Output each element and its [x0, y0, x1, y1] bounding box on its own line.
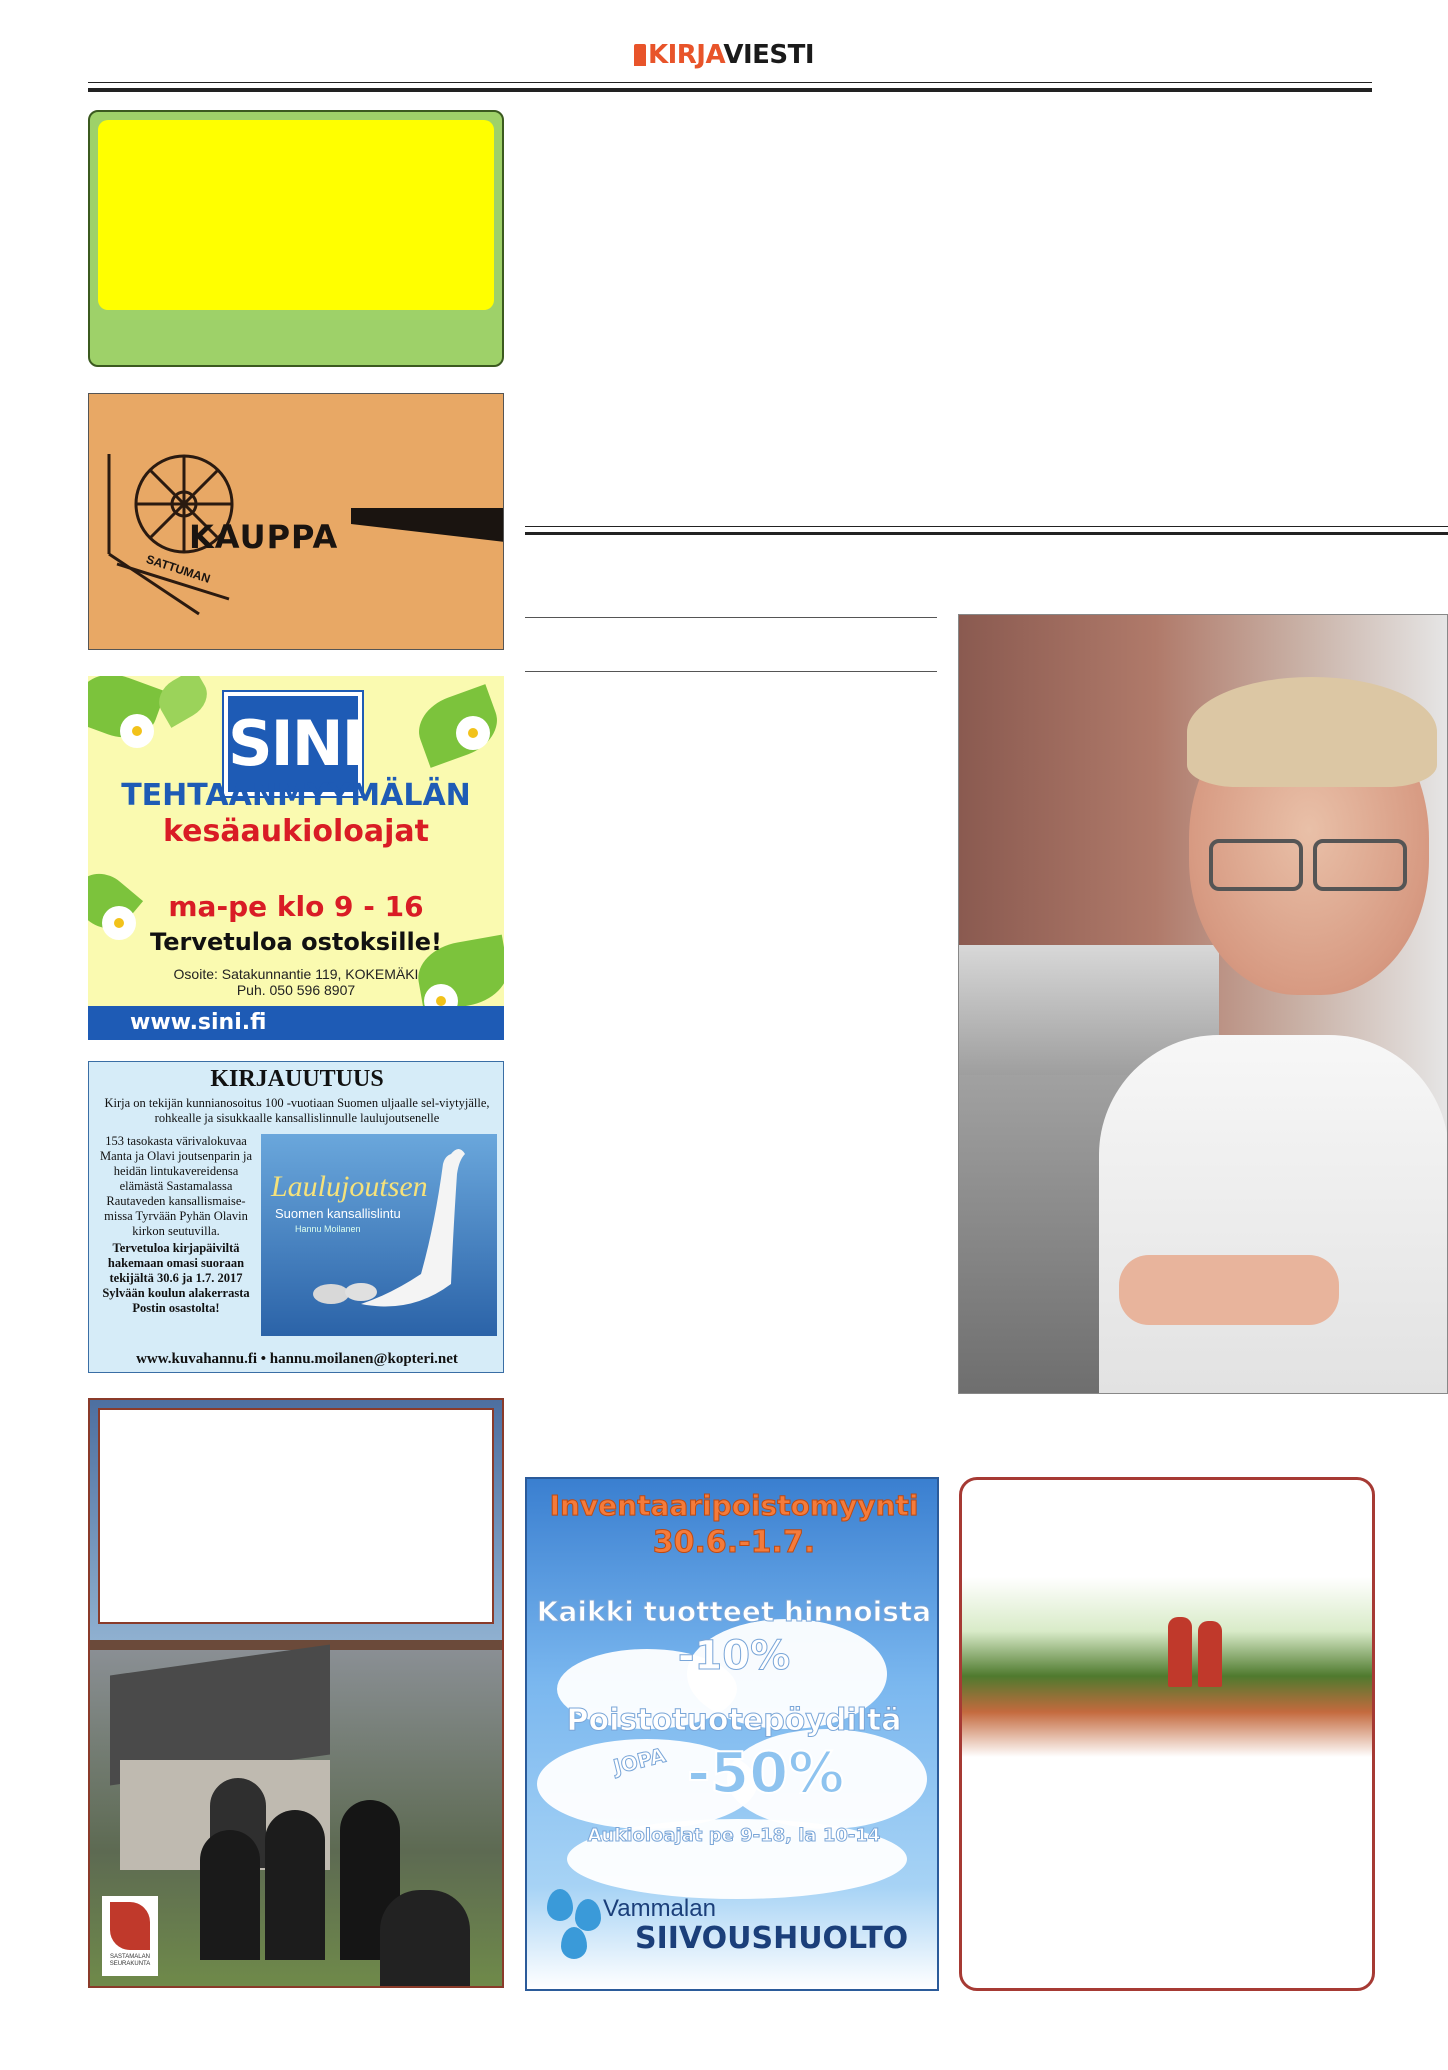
kauppa-name: KAUPPA [189, 518, 339, 556]
water-drops-icon [547, 1889, 609, 1965]
yellow-ad-panel [98, 120, 494, 310]
sini-contact [88, 966, 504, 998]
sini-ad [88, 676, 504, 1040]
brand-part-1: KIRJA [647, 40, 724, 70]
kirja-text-column [93, 1134, 259, 1316]
inv-hours: Aukioloajat pe 9-18, la 10-14 [587, 1825, 881, 1846]
book-icon [634, 44, 646, 66]
man-hair [1187, 677, 1437, 787]
article-rule-2 [525, 671, 937, 672]
kirja-subtitle: Kirja on tekijän kunnianosoitus 100 -vuotiaan Suomen uljaalle sel-viytyjälle, rohkealle ja sisukkaalle kansallislinnulle laulujoutsenelle [104, 1096, 490, 1125]
parish-logo [102, 1896, 158, 1976]
parish-emblem-icon [110, 1902, 150, 1950]
glasses-icon [1313, 839, 1407, 891]
kirjauutuus-ad [88, 1061, 504, 1373]
inv-line-1: Kaikki tuotteet hinnoista [536, 1595, 932, 1628]
sini-hours: ma-pe klo 9 - 16 [168, 890, 424, 923]
inv-discount-1: -10% [677, 1633, 791, 1679]
brand-part-2: VIESTI [723, 40, 815, 70]
inv-line-2: Poistotuotepöydiltä [566, 1703, 902, 1738]
kirjaviesti-logo [634, 40, 814, 70]
inv-discount-2: -50% [687, 1741, 845, 1806]
masthead [0, 40, 1448, 80]
flower-icon [460, 720, 486, 746]
kirja-footer: www.kuvahannu.fi • hannu.moilanen@kopteri.net [136, 1351, 458, 1367]
sini-line-1: TEHTAANMYYMÄLÄN [121, 778, 471, 813]
section-rule-2 [525, 532, 1448, 535]
flower-icon [124, 718, 150, 744]
leaf-icon [410, 684, 504, 768]
masthead-rule-thin [88, 82, 1372, 83]
framed-ad [959, 1477, 1375, 1991]
parish-logo-text: SASTAMALAN SEURAKUNTA [109, 1954, 151, 1967]
inventory-sale-ad [525, 1477, 939, 1991]
section-rule-1 [525, 526, 1448, 527]
sini-phone: Puh. 050 596 8907 [236, 982, 356, 998]
book-cover-title: Laulujoutsen [271, 1170, 428, 1203]
concert-text-panel [98, 1408, 494, 1624]
sini-logo: SINI [224, 692, 362, 796]
girl-figure [1168, 1617, 1192, 1687]
yellow-ad [88, 110, 504, 367]
kauppa-ad [88, 393, 504, 650]
portrait-photo [958, 614, 1448, 1394]
book-cover-subtitle: Suomen kansallislintu [275, 1206, 401, 1221]
book-cover-author: Hannu Moilanen [295, 1224, 361, 1234]
swan-icon [261, 1134, 497, 1336]
kauppa-ribbon: SATTUMAN [144, 552, 212, 586]
glasses-icon [1209, 839, 1303, 891]
masthead-rule-thick [88, 88, 1372, 92]
sini-line-2: kesäaukioloajat [162, 814, 430, 849]
sini-address: Osoite: Satakunnantie 119, KOKEMÄKI [173, 966, 419, 982]
folded-arms [1119, 1255, 1339, 1325]
inv-brand-2: SIIVOUSHUOLTO [635, 1921, 909, 1956]
white-shirt [1099, 1035, 1448, 1394]
inv-brand-1: Vammalan [603, 1895, 716, 1922]
musician [380, 1890, 470, 1986]
sini-url: www.sini.fi [88, 1006, 504, 1040]
inv-dates: 30.6.-1.7. [652, 1525, 816, 1560]
kirja-title: KIRJAUUTUUS [210, 1066, 384, 1092]
sini-welcome: Tervetuloa ostoksille! [150, 928, 442, 956]
concert-ad [88, 1398, 504, 1988]
musician [200, 1830, 260, 1960]
musician [265, 1810, 325, 1960]
book-cover [261, 1134, 497, 1336]
garden-photo [962, 1577, 1372, 1757]
girl-figure [1198, 1621, 1222, 1687]
article-rule-1 [525, 617, 937, 618]
inv-headline: Inventaaripoistomyynti [549, 1489, 919, 1522]
inv-jopa: JOPA [610, 1742, 668, 1780]
leaf-icon [151, 676, 214, 728]
kirja-invite: Tervetuloa kirjapäiviltä hakemaan omasi suoraan tekijältä 30.6 ja 1.7. 2017 Sylvään koulun alakerrasta Postin osastolta! [102, 1241, 250, 1315]
kirja-description: 153 tasokasta värivalokuvaa Manta ja Olavi joutsenparin ja heidän lintukavereidensa elämästä Sastamalassa Rautaveden kansallismaise-missa Tyrvään Pyhän Olavin kirkon seutuvilla. [99, 1134, 253, 1238]
